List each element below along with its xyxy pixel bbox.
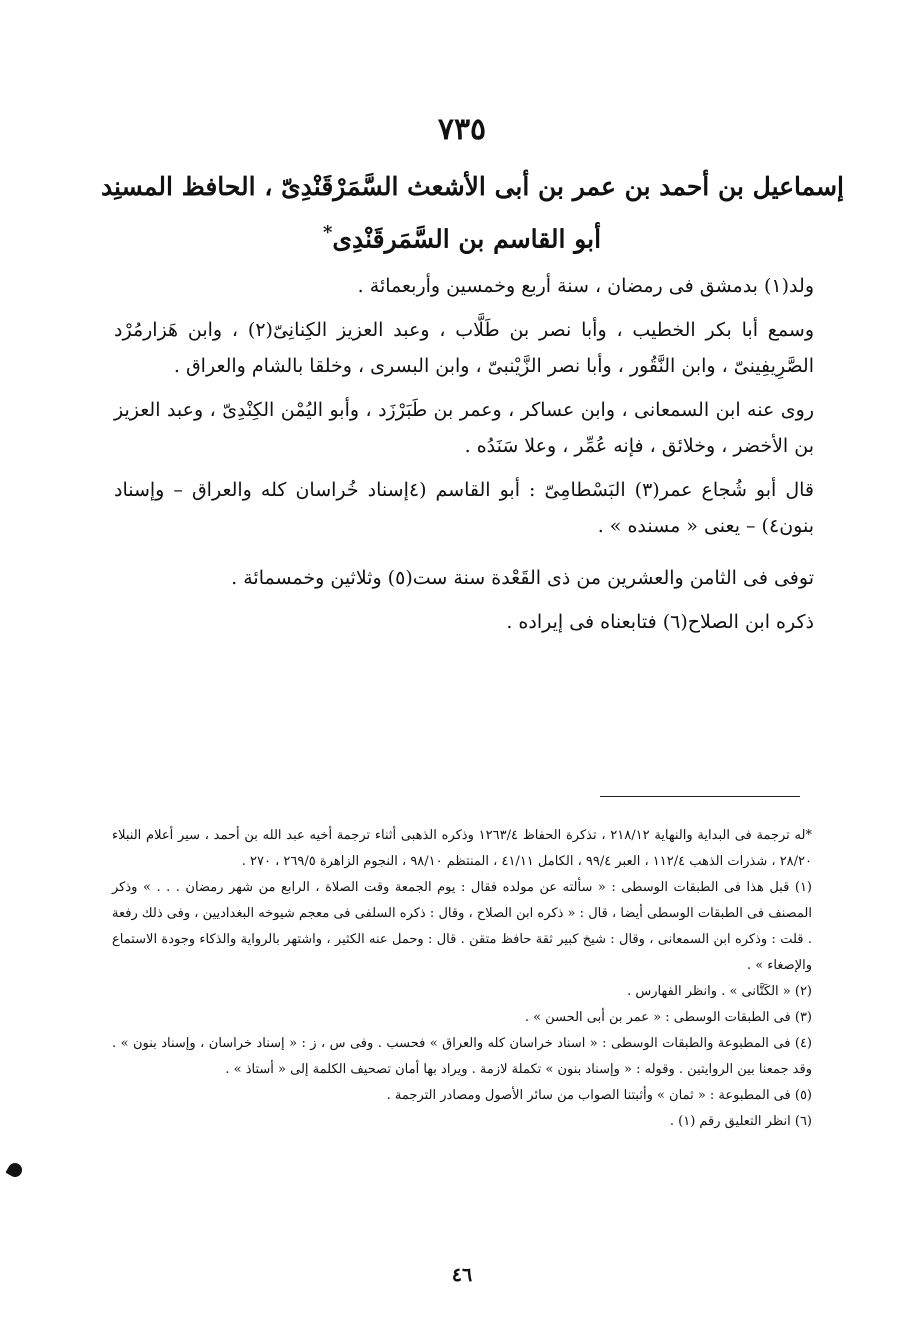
footnote-star-mark: *: [322, 222, 333, 243]
entry-number: ٧٣٥: [437, 112, 487, 147]
biography-body: [114, 268, 814, 648]
margin-ink-mark: [5, 1160, 24, 1179]
paragraph-source: ذكره ابن الصلاح(٦) فتابعناه فى إيراده .: [506, 611, 814, 633]
footnotes: [112, 823, 812, 1135]
biography-title-line-1: إسماعيل بن أحمد بن عمر بن أبى الأشعث السَّمَرْقَنْدِىّ ، الحافظ المسنِد: [100, 172, 844, 201]
paragraph-teachers: وسمع أبا بكر الخطيب ، وأبا نصر بن طَلَّاب ، وعبد العزيز الكِنانِىّ(٢) ، وابن هَزارمُرْد الصَّرِيفِينىّ ، وابن النَّقُور ، وأبا نصر الزَّيْنبىّ ، وابن البسرى ، وخلقا بالشام والعراق .: [114, 319, 814, 377]
footnote-1: (١) قبل هذا فى الطبقات الوسطى : « سألته عن مولده فقال : يوم الجمعة وقت الصلاة ، الرابع من شهر رمضان . . . » وذكر المصنف فى الطبقات الوسطى أيضا ، قال : « ذكره ابن الصلاح ، وقال : ذكره السلفى فى معجم شيوخه البغداديين ، وفى ذلك رفعة . قلت : وذكره ابن السمعانى ، وقال : شيخ كبير ثقة حافظ متقن . قال : وحمل عنه الكثير ، واشتهر بالرواية والذكاء وجودة الاستماع والإصغاء » .: [112, 880, 812, 973]
paragraph-students: روى عنه ابن السمعانى ، وابن عساكر ، وعمر بن طَبَرْزَد ، وأبو اليُمْن الكِنْدِىّ ، وعبد العزيز بن الأخضر ، وخلائق ، فإنه عُمِّر ، وعلا سَنَدُه .: [114, 399, 814, 457]
paragraph-death: توفى فى الثامن والعشرين من ذى القَعْدة سنة ست(٥) وثلاثين وخمسمائة .: [231, 567, 814, 589]
footnote-5: (٥) فى المطبوعة : « ثمان » وأثبتنا الصواب من سائر الأصول ومصادر الترجمة .: [386, 1088, 812, 1103]
paragraph-birth: ولد(١) بدمشق فى رمضان ، سنة أربع وخمسين وأربعمائة .: [357, 275, 814, 297]
footnote-2: (٢) « الكَتَّانى » . وانظر الفهارس .: [627, 984, 812, 999]
page-number: ٤٦: [451, 1264, 473, 1286]
footnote-4: (٤) فى المطبوعة والطبقات الوسطى : « اسناد خراسان كله والعراق » فحسب . وفى س ، ز : « إسناد خراسان ، وإسناد بنون » . وقد جمعنا بين الروايتين . وقوله : « وإسناد بنون » تكملة لازمة . ويراد بها أمان تصحيف الكلمة إلى « أستاذ » .: [112, 1036, 812, 1077]
biography-title-name: أبو القاسم بن السَّمَرقَنْدِى: [332, 224, 602, 254]
footnote-divider: [600, 796, 800, 797]
paragraph-quote: قال أبو شُجاع عمر(٣) البَسْطامِىّ : أبو القاسم (٤إسناد خُراسان كله والعراق – وإسناد بنون٤) – يعنى « مسنده » .: [114, 479, 815, 537]
footnote-3: (٣) فى الطبقات الوسطى : « عمر بن أبى الحسن » .: [524, 1010, 812, 1025]
footnote-6: (٦) انظر التعليق رقم (١) .: [669, 1114, 812, 1129]
biography-title-line-2: [0, 222, 924, 253]
footnote-star: *له ترجمة فى البداية والنهاية ٢١٨/١٢ ، تذكرة الحفاظ ١٢٦٣/٤ وذكره الذهبى أثناء ترجمة أخيه عبد الله بن أحمد ، سير أعلام النبلاء ٢٨/٢٠ ، شذرات الذهب ١١٢/٤ ، العبر ٩٩/٤ ، الكامل ٤١/١١ ، المنتظم ٩٨/١٠ ، النجوم الزاهرة ٢٦٩/٥ ، ٢٧٠ .: [112, 828, 812, 869]
